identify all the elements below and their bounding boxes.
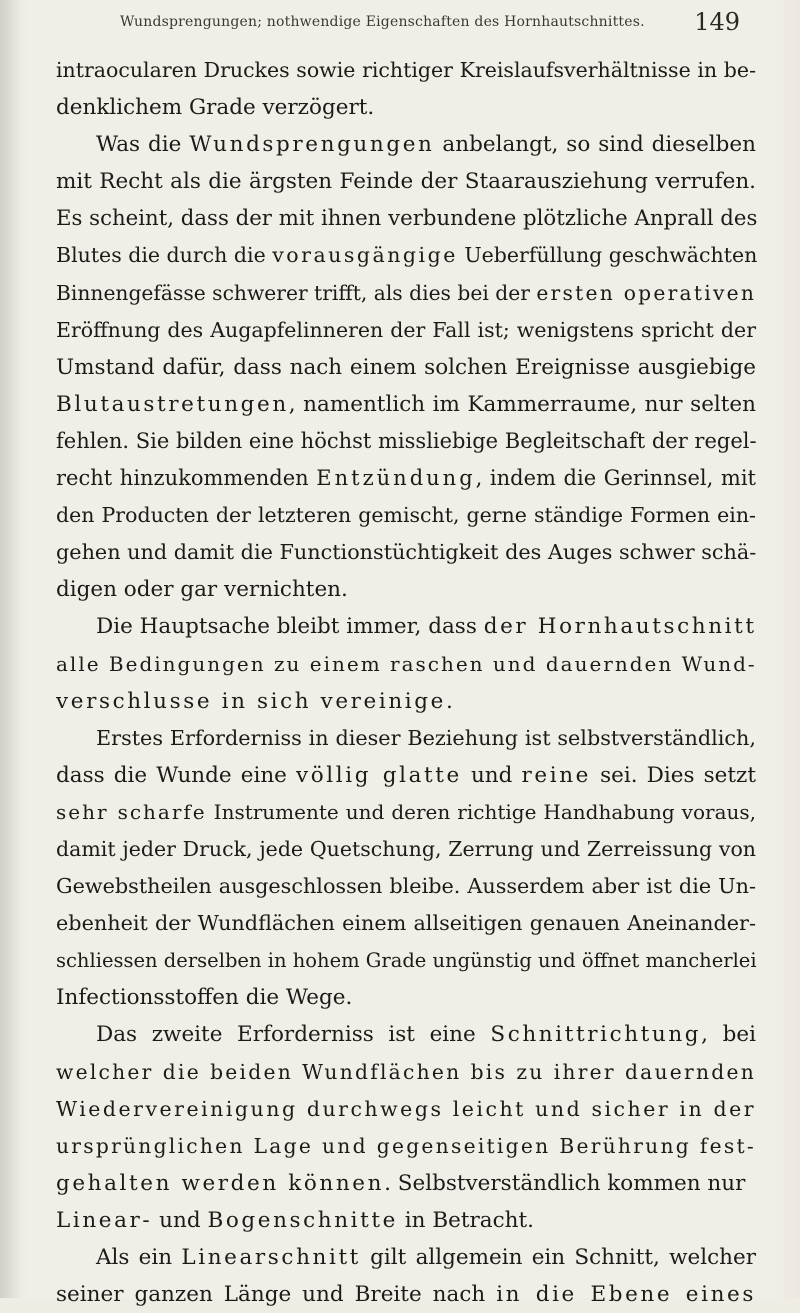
text-run: schliessen derselben in hohem Grade ungünstig und öffnet mancherlei bbox=[56, 949, 757, 973]
text-run: Es scheint, dass der mit ihnen verbundene plötzliche Anprall des bbox=[56, 206, 758, 232]
spaced-emphasis: Linearschnitt bbox=[181, 1245, 361, 1270]
spaced-emphasis: in die Ebene eines bbox=[496, 1282, 756, 1308]
text-run: in Betracht. bbox=[397, 1207, 534, 1233]
text-line bbox=[56, 979, 756, 1016]
gutter-shadow bbox=[0, 0, 22, 1298]
text-run: recht hinzukommenden bbox=[56, 466, 317, 491]
text-run: Blutes die durch die bbox=[56, 243, 273, 268]
text-line bbox=[56, 423, 756, 460]
text-run: , bei bbox=[701, 1022, 756, 1048]
spaced-emphasis: Linear- bbox=[56, 1207, 153, 1233]
text-line bbox=[56, 89, 756, 126]
text-line bbox=[56, 275, 756, 312]
text-run: , namentlich im Kammerraume, nur selten bbox=[288, 391, 756, 417]
text-line bbox=[56, 831, 756, 868]
text-line bbox=[56, 1091, 756, 1128]
text-line bbox=[56, 683, 756, 720]
text-line bbox=[56, 497, 756, 534]
spaced-emphasis: reine bbox=[521, 762, 591, 788]
text-run: Eröffnung des Augapfelinneren der Fall ist; wenigstens spricht der bbox=[56, 317, 756, 342]
text-run: Instrumente und deren richtige Handhabung voraus, bbox=[206, 799, 756, 824]
spaced-emphasis: alle Bedingungen zu einem raschen und dauernden Wund- bbox=[56, 651, 757, 676]
text-line bbox=[56, 571, 756, 608]
text-line bbox=[56, 1276, 756, 1313]
text-run: Als ein bbox=[96, 1245, 182, 1270]
text-line bbox=[56, 200, 756, 237]
text-line bbox=[56, 757, 756, 794]
text-run: intraocularen Druckes sowie richtiger Kreislaufsverhältnisse in be- bbox=[56, 58, 756, 82]
text-run: . Selbstverständlich kommen nur bbox=[384, 1170, 746, 1196]
text-run: Ueberfüllung geschwächten bbox=[457, 243, 758, 268]
text-line bbox=[56, 386, 756, 423]
text-line bbox=[56, 646, 756, 683]
text-run: . bbox=[445, 688, 453, 714]
spaced-emphasis: völlig glatte bbox=[296, 762, 462, 788]
text-run: gehen und damit die Functionstüchtigkeit des Auges schwer schä- bbox=[56, 540, 757, 565]
text-line bbox=[56, 608, 756, 645]
text-run: und bbox=[461, 762, 522, 788]
text-line bbox=[56, 1128, 756, 1165]
spaced-emphasis: verschlusse in sich vereinige bbox=[56, 688, 446, 714]
text-line bbox=[56, 720, 756, 757]
text-line bbox=[56, 237, 756, 274]
text-run: denklichem Grade verzögert. bbox=[56, 95, 375, 121]
text-line bbox=[56, 942, 756, 979]
text-run: seiner ganzen Länge und Breite nach bbox=[56, 1282, 497, 1308]
text-run: und bbox=[152, 1207, 208, 1233]
text-line bbox=[56, 794, 756, 831]
text-line bbox=[56, 52, 756, 89]
text-run: Umstand dafür, dass nach einem solchen Ereignisse ausgiebige bbox=[56, 354, 756, 380]
spaced-emphasis: gehalten werden können bbox=[56, 1170, 385, 1196]
spaced-emphasis: Blutaustretungen bbox=[56, 391, 289, 417]
text-line bbox=[56, 1054, 756, 1091]
text-run: Gewebstheilen ausgeschlossen bleibe. Ausserdem aber ist die Un- bbox=[56, 874, 756, 899]
spaced-emphasis: Bogenschnitte bbox=[207, 1207, 398, 1233]
spaced-emphasis: Wundsprengungen bbox=[189, 132, 435, 158]
text-run: ebenheit der Wundflächen einem allseitigen genauen Aneinander- bbox=[56, 911, 756, 936]
text-run: Infectionsstoffen die Wege. bbox=[56, 985, 353, 1011]
text-run: Was die bbox=[96, 132, 190, 158]
text-run: , indem die Gerinnsel, mit bbox=[475, 466, 756, 491]
body-text bbox=[56, 52, 756, 1313]
text-run: dass die Wunde eine bbox=[56, 762, 296, 788]
text-run: Das zweite Erforderniss ist eine bbox=[96, 1022, 491, 1048]
running-head: Wundsprengungen; nothwendige Eigenschaften des Hornhautschnittes. bbox=[120, 14, 645, 30]
page-number: 149 bbox=[694, 8, 740, 36]
spaced-emphasis: Schnittrichtung bbox=[490, 1022, 702, 1048]
spaced-emphasis: welcher die beiden Wundflächen bis zu ihrer dauernden bbox=[56, 1059, 756, 1084]
text-run: Erstes Erforderniss in dieser Beziehung ist selbstverständlich, bbox=[96, 725, 756, 750]
spaced-emphasis: ursprünglichen Lage und gegenseitigen Berührung fest- bbox=[56, 1133, 756, 1158]
text-line bbox=[56, 163, 756, 200]
text-line bbox=[56, 534, 756, 571]
text-run: digen oder gar vernichten. bbox=[56, 577, 348, 603]
text-run: fehlen. Sie bilden eine höchst missliebige Begleitschaft der regel- bbox=[56, 428, 757, 453]
spaced-emphasis: Entzündung bbox=[316, 466, 476, 491]
text-line bbox=[56, 349, 756, 386]
text-run: sei. Dies setzt bbox=[590, 762, 756, 788]
text-line bbox=[56, 1165, 756, 1202]
text-run: Binnengefässe schwerer trifft, als dies bei der bbox=[56, 280, 537, 305]
text-line bbox=[56, 1016, 756, 1053]
text-line bbox=[56, 460, 756, 497]
text-line bbox=[56, 1239, 756, 1276]
text-line bbox=[56, 905, 756, 942]
text-run: den Producten der letzteren gemischt, gerne ständige Formen ein- bbox=[56, 503, 756, 528]
spaced-emphasis: vorausgängige bbox=[272, 243, 458, 268]
text-run: damit jeder Druck, jede Quetschung, Zerrung und Zerreissung von bbox=[56, 836, 756, 861]
text-line bbox=[56, 126, 756, 163]
text-line bbox=[56, 1202, 756, 1239]
text-line bbox=[56, 312, 756, 349]
text-run: gilt allgemein ein Schnitt, welcher bbox=[360, 1245, 756, 1270]
text-run: anbelangt, so sind dieselben bbox=[434, 132, 756, 158]
spaced-emphasis: der Hornhautschnitt bbox=[483, 614, 757, 640]
spaced-emphasis: Wiedervereinigung durchwegs leicht und sicher in der bbox=[56, 1096, 756, 1121]
text-line bbox=[56, 868, 756, 905]
text-run: mit Recht als die ärgsten Feinde der Staarausziehung verrufen. bbox=[56, 169, 756, 195]
spaced-emphasis: ersten operativen bbox=[536, 280, 757, 305]
spaced-emphasis: sehr scharfe bbox=[56, 799, 207, 824]
text-run: Die Hauptsache bleibt immer, dass bbox=[96, 614, 484, 640]
